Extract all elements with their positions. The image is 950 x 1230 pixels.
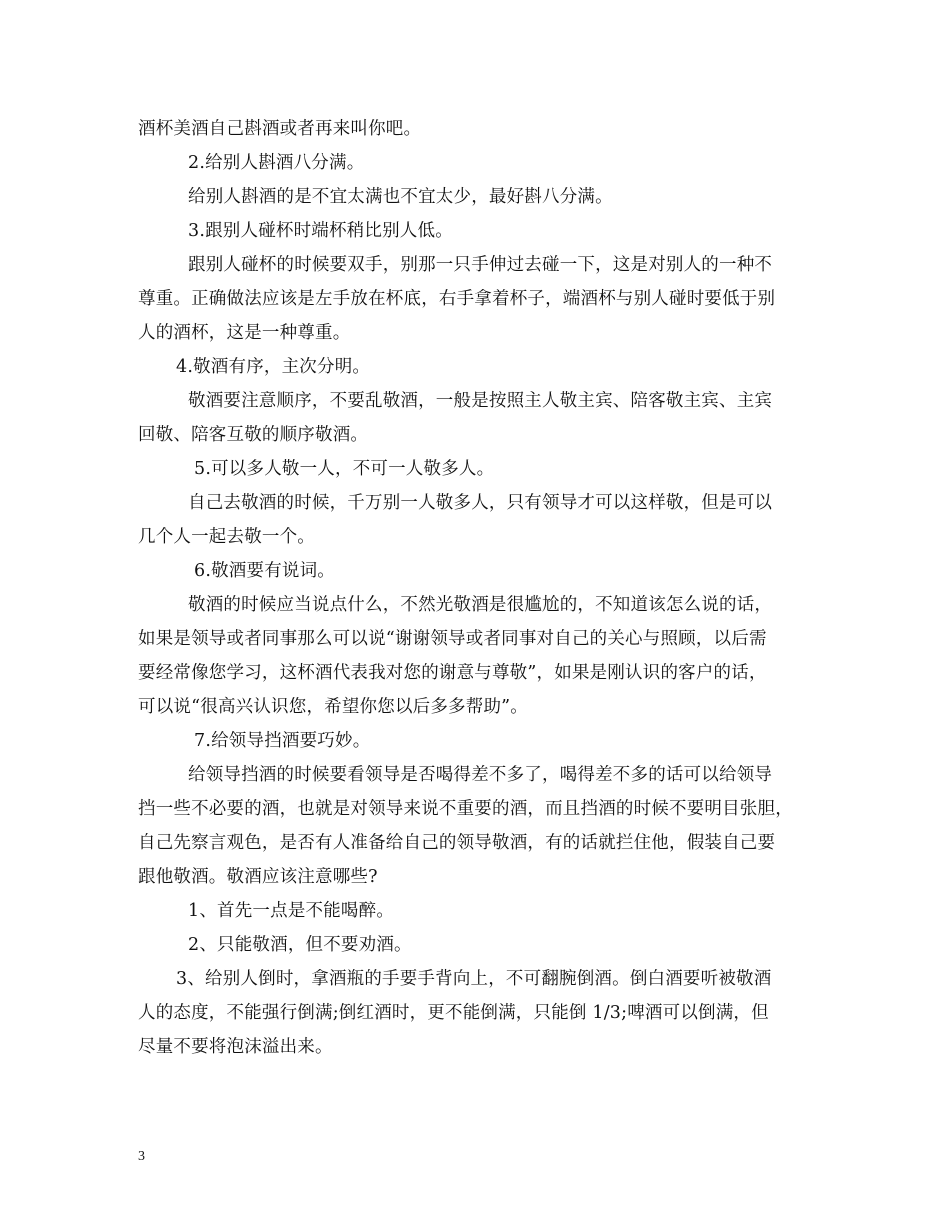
text-line: 尽量不要将泡沫溢出来。: [138, 1037, 333, 1057]
text-line: 尊重。正确做法应该是左手放在杯底，右手拿着杯子，端酒杯与别人碰时要低于别: [138, 289, 776, 309]
text-line: 几个人一起去敬一个。: [138, 527, 315, 547]
text-line: 人的酒杯，这是一种尊重。: [138, 323, 351, 343]
list-item: 3、给别人倒时，拿酒瓶的手要手背向上，不可翻腕倒酒。倒白酒要听被敬酒: [176, 969, 772, 989]
section-heading: 6.敬酒要有说词。: [194, 561, 335, 581]
page-number: 3: [138, 1149, 145, 1164]
text-line: 要经常像您学习，这杯酒代表我对您的谢意与尊敬”，如果是刚认识的客户的话，: [138, 663, 767, 683]
text-line: 给领导挡酒的时候要看领导是否喝得差不多了，喝得差不多的话可以给领导: [188, 765, 773, 785]
text-line: 可以说“很高兴认识您，希望你您以后多多帮助”。: [138, 697, 528, 717]
section-heading: 3.跟别人碰杯时端杯稍比别人低。: [188, 221, 453, 241]
text-line: 自己去敬酒的时候，千万别一人敬多人，只有领导才可以这样敬，但是可以: [188, 493, 773, 513]
text-line: 敬酒要注意顺序，不要乱敬酒，一般是按照主人敬主宾、陪客敬主宾、主宾: [188, 391, 773, 411]
list-item: 2、只能敬酒，但不要劝酒。: [188, 935, 412, 955]
text-line: 跟别人碰杯的时候要双手，别那一只手伸过去碰一下，这是对别人的一种不: [188, 255, 773, 275]
text-line: 挡一些不必要的酒，也就是对领导来说不重要的酒，而且挡酒的时候不要明目张胆，: [138, 799, 793, 819]
text-line: 自己先察言观色，是否有人准备给自己的领导敬酒，有的话就拦住他，假装自己要: [138, 833, 776, 853]
text-line: 回敬、陪客互敬的顺序敬酒。: [138, 425, 369, 445]
text-line: 如果是领导或者同事那么可以说“谢谢领导或者同事对自己的关心与照顾，以后需: [138, 629, 767, 649]
text-line: 酒杯美酒自己斟酒或者再来叫你吧。: [138, 119, 422, 139]
section-heading: 5.可以多人敬一人，不可一人敬多人。: [194, 459, 495, 479]
section-heading: 4.敬酒有序，主次分明。: [176, 357, 371, 377]
text-line: 人的态度，不能强行倒满;倒红酒时，更不能倒满，只能倒 1/3;啤酒可以倒满，但: [138, 1003, 769, 1023]
section-heading: 7.给领导挡酒要巧妙。: [194, 731, 371, 751]
section-heading: 2.给别人斟酒八分满。: [188, 153, 365, 173]
text-line: 跟他敬酒。敬酒应该注意哪些?: [138, 867, 378, 887]
text-line: 敬酒的时候应当说点什么，不然光敬酒是很尴尬的，不知道该怎么说的话，: [188, 595, 773, 615]
text-line: 给别人斟酒的是不宜太满也不宜太少，最好斟八分满。: [188, 187, 613, 207]
list-item: 1、首先一点是不能喝醉。: [188, 901, 395, 921]
